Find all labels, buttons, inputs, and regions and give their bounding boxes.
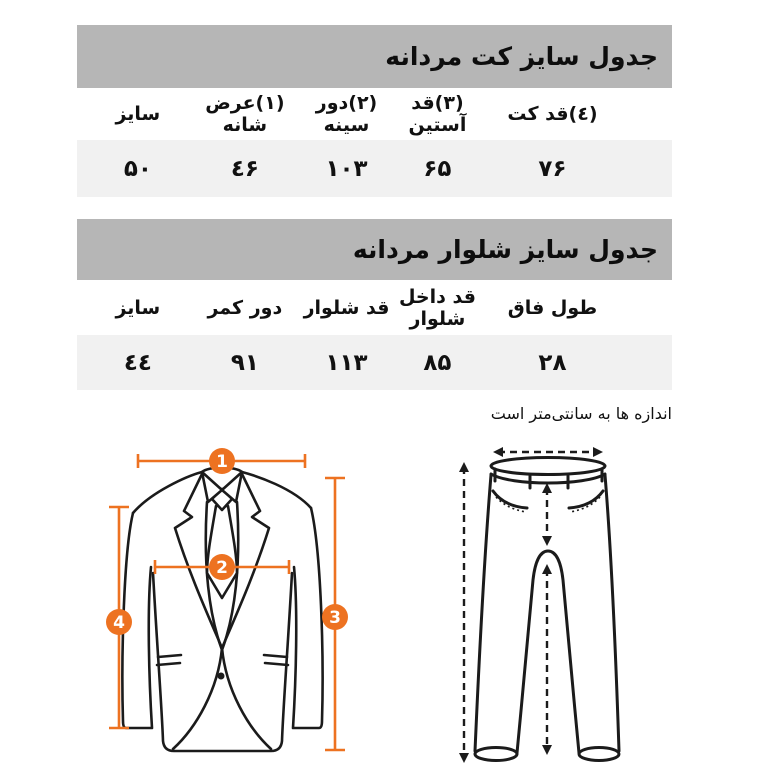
- pants-col-crotch-length: طول فاق: [507, 296, 598, 319]
- units-note: اندازه ها به سانتی‌متر است: [490, 404, 672, 423]
- measure-line-2: [155, 554, 289, 580]
- measure-badge-2-label: 2: [216, 558, 228, 578]
- pants-measure-diagram: [435, 440, 650, 781]
- measure-badge-1-label: 1: [216, 452, 228, 472]
- jacket-col-shoulder-width: (١)عرض شانه: [205, 92, 285, 136]
- pants-table-value-row: [77, 335, 672, 390]
- measure-line-3: [322, 478, 348, 750]
- jacket-col-sleeve-length: (٣)قد آستین: [408, 92, 467, 136]
- pants-val-inseam: ۸۵: [423, 349, 452, 376]
- jacket-measure-diagram: [95, 445, 360, 781]
- jacket-val-shoulder-width: ٤۶: [230, 155, 259, 182]
- pants-col-inseam: قد داخل شلوار: [398, 285, 476, 330]
- jacket-table-header-row: [77, 88, 672, 140]
- pants-col-length: قد شلوار: [303, 296, 390, 319]
- measure-badge-3-label: 3: [329, 608, 341, 628]
- pants-table-header-row: [77, 280, 672, 335]
- jacket-val-coat-length: ۷۶: [538, 155, 567, 182]
- jacket-table-value-row: [77, 140, 672, 197]
- measure-badge-4-label: 4: [113, 613, 125, 633]
- pants-col-waist: دور کمر: [207, 296, 283, 319]
- pants-val-length: ۱۱۳: [325, 349, 368, 376]
- pants-val-size: ٤٤: [123, 349, 152, 376]
- pants-waist-opening: [491, 458, 605, 475]
- jacket-val-sleeve-length: ۶۵: [423, 155, 452, 182]
- pants-table-title: جدول سایز شلوار مردانه: [352, 235, 658, 264]
- jacket-col-size: سایز: [115, 103, 161, 125]
- jacket-button: [218, 673, 225, 680]
- pants-col-size: سایز: [115, 296, 161, 319]
- jacket-val-size: ۵۰: [123, 155, 152, 182]
- pants-left-hem: [475, 748, 517, 761]
- pants-val-crotch-length: ۲۸: [538, 349, 567, 376]
- pants-table-title-bar: [77, 219, 672, 280]
- jacket-val-chest: ۱۰۳: [325, 155, 368, 182]
- measure-line-1: [138, 448, 305, 474]
- jacket-table-title-bar: [77, 25, 672, 88]
- pants-val-waist: ۹۱: [230, 349, 259, 376]
- jacket-table-title: جدول سایز کت مردانه: [385, 42, 658, 71]
- jacket-col-chest: (٢)دور سینه: [315, 92, 378, 136]
- jacket-col-coat-length: (٤)قد کت: [507, 103, 598, 125]
- pants-right-hem: [579, 748, 619, 761]
- jacket-drawing: [122, 468, 322, 752]
